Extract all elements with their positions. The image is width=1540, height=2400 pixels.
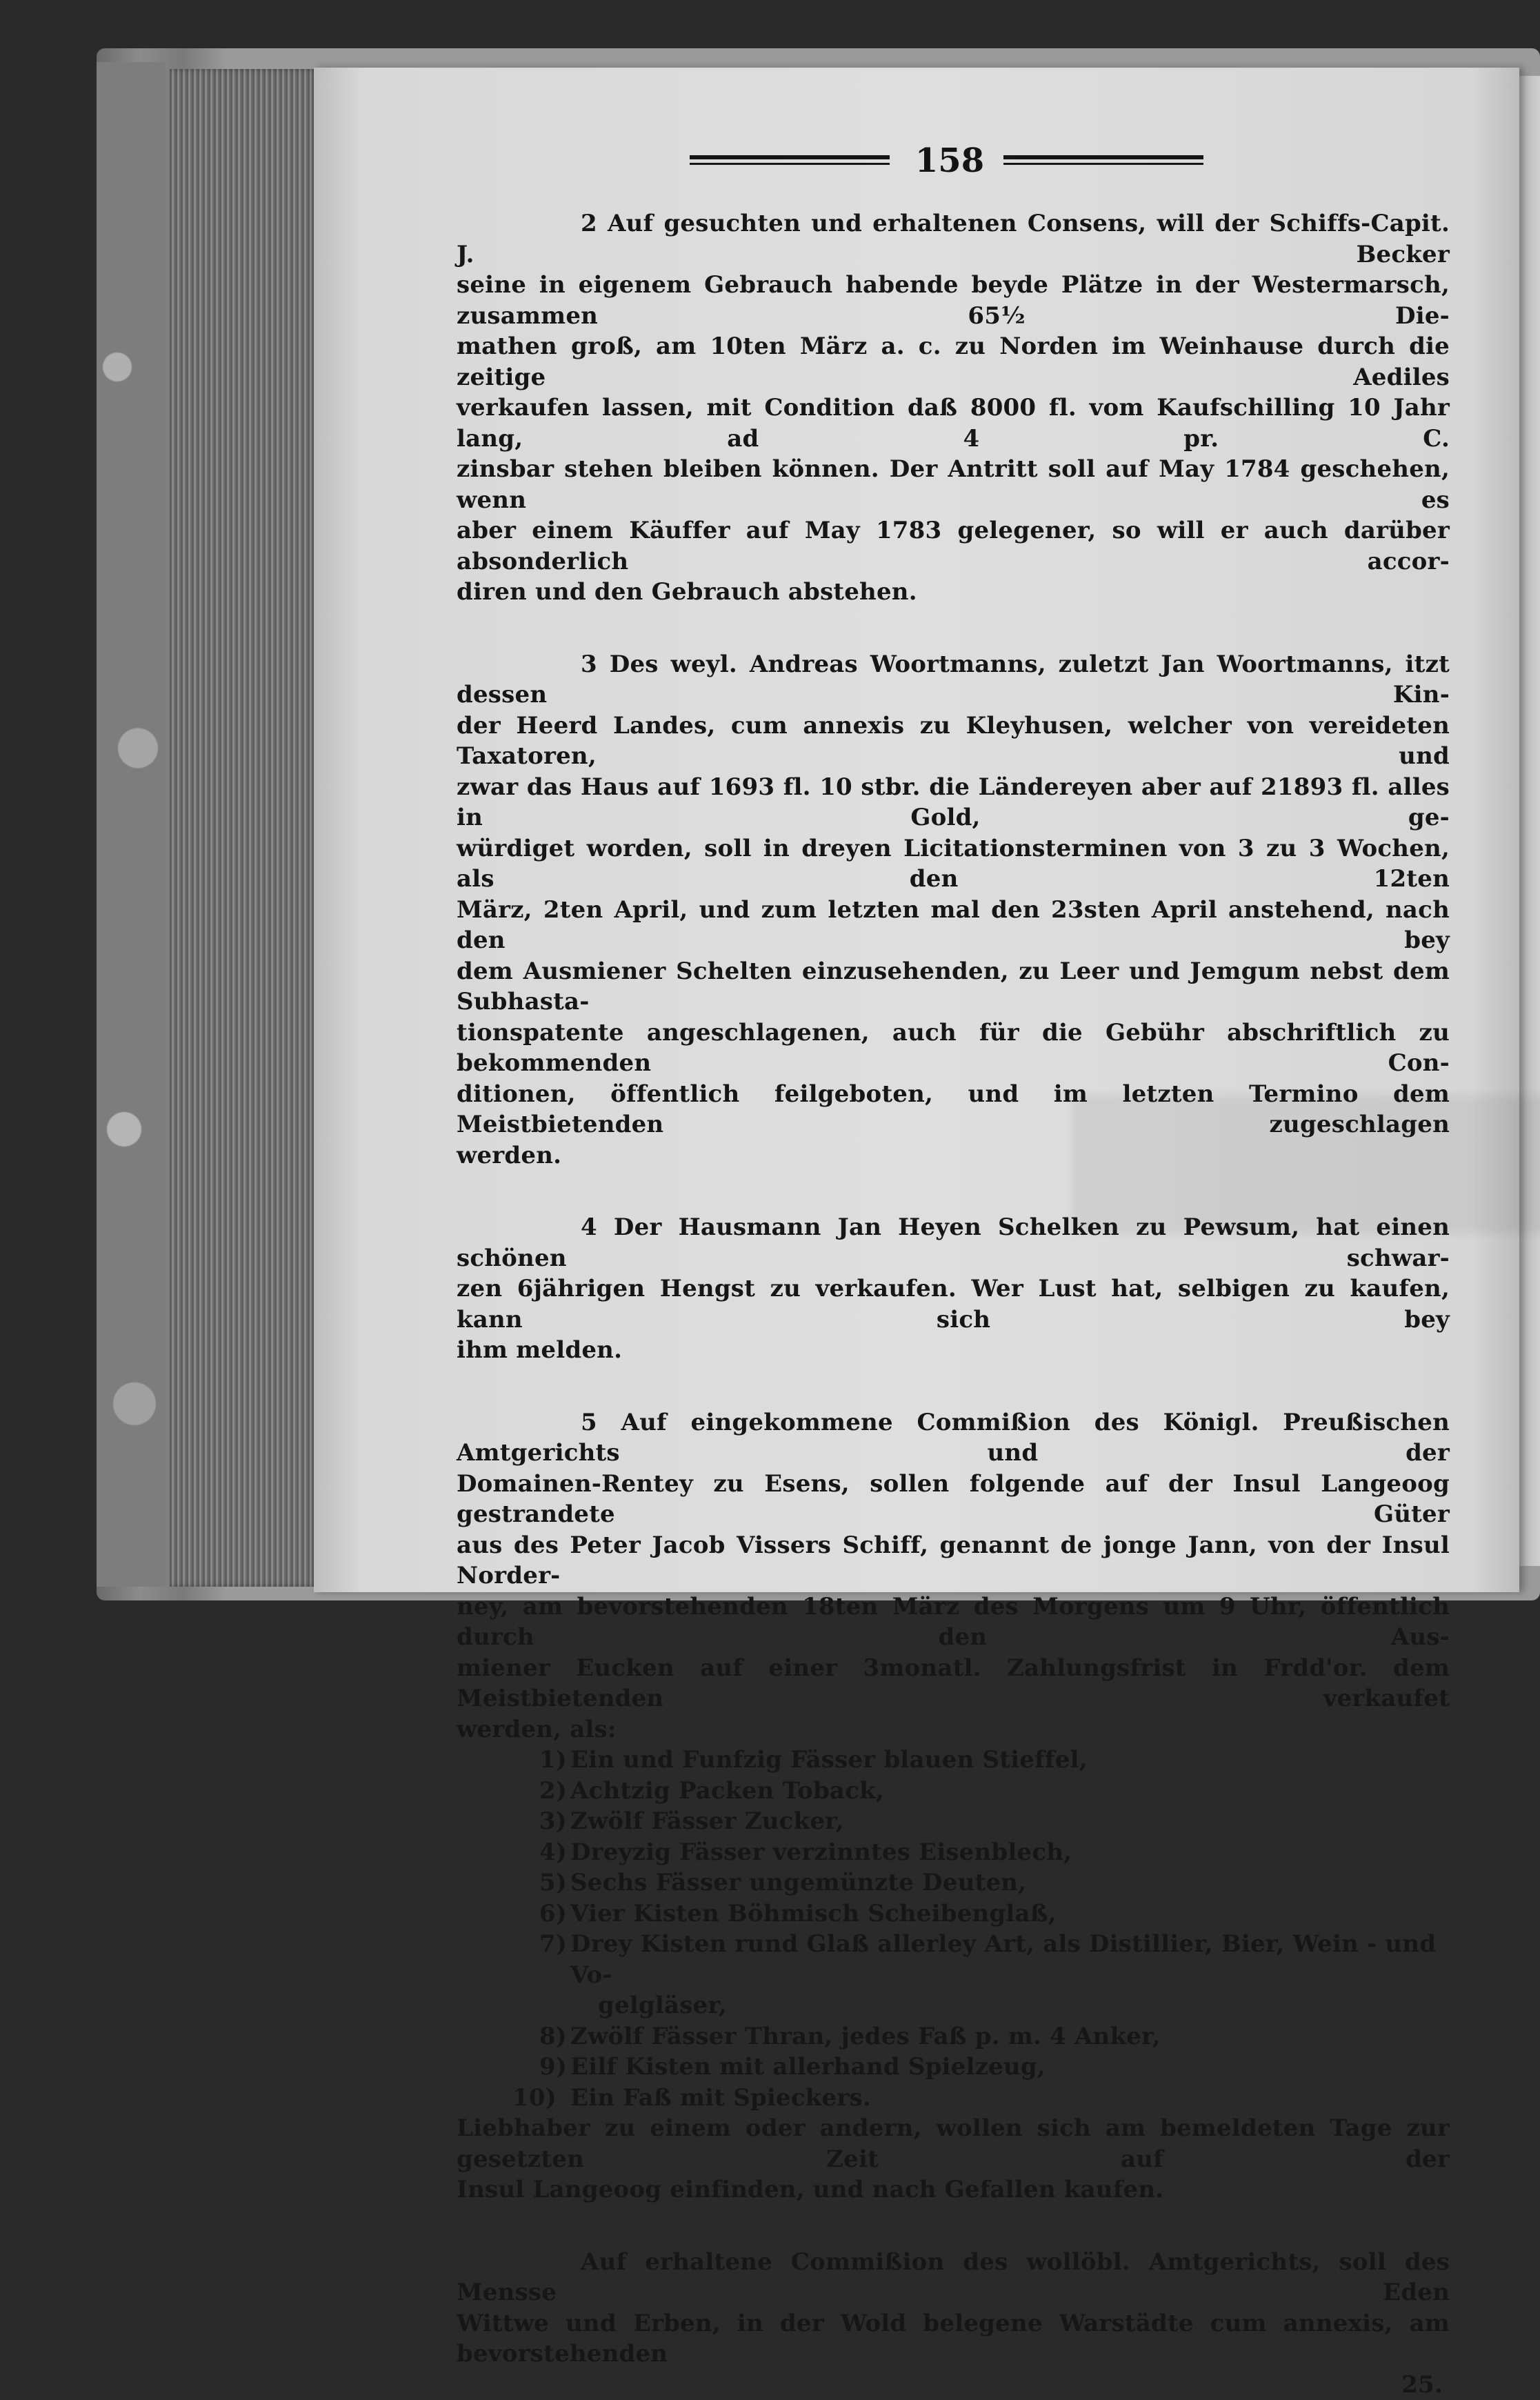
page-text bbox=[457, 208, 1450, 2400]
list-item-text: Vier Kisten Böhmisch Scheibenglaß, bbox=[570, 1900, 1057, 1927]
paragraph-p3 bbox=[457, 649, 1450, 1171]
list-item-number: 7) bbox=[498, 1929, 567, 1960]
list-item bbox=[457, 1837, 1450, 1868]
text-line: miener Eucken auf einer 3monatl. Zahlungsfrist in Frdd'or. dem Meistbietenden verkaufet bbox=[457, 1653, 1450, 1714]
text-line: aber einem Käuffer auf May 1783 gelegener, so will er auch darüber absonderlich accor- bbox=[457, 515, 1450, 577]
list-item-text: Sechs Fässer ungemünzte Deuten, bbox=[570, 1869, 1026, 1896]
last-paragraph bbox=[457, 2247, 1450, 2370]
text-line: Domainen-Rentey zu Esens, sollen folgende auf der Insul Langeoog gestrandete Güter bbox=[457, 1469, 1450, 1530]
text-line: werden. bbox=[457, 1140, 1450, 1171]
text-line: würdiget worden, soll in dreyen Licitationsterminen von 3 zu 3 Wochen, als den 12ten bbox=[457, 833, 1450, 895]
spacer bbox=[457, 2205, 1450, 2247]
list-item bbox=[457, 1806, 1450, 1837]
text-line: diren und den Gebrauch abstehen. bbox=[457, 577, 1450, 608]
text-line: seine in eigenem Gebrauch habende beyde Plätze in der Westermarsch, zusammen 65½ Die- bbox=[457, 270, 1450, 331]
list-item-number: 5) bbox=[498, 1867, 567, 1898]
list-item bbox=[457, 1745, 1450, 1776]
list-item bbox=[457, 1929, 1450, 1990]
text-line: der Heerd Landes, cum annexis zu Kleyhusen, welcher von vereideten Taxatoren, und bbox=[457, 711, 1450, 772]
text-line: Liebhaber zu einem oder andern, wollen sich am bemeldeten Tage zur gesetzten Zeit auf der bbox=[457, 2113, 1450, 2174]
text-line: 2 Auf gesuchten und erhaltenen Consens, will der Schiffs-Capit. J. Becker bbox=[457, 208, 1450, 270]
catchword: 25. bbox=[457, 2370, 1450, 2400]
text-line: mathen groß, am 10ten März a. c. zu Norden im Weinhause durch die zeitige Aediles bbox=[457, 331, 1450, 393]
text-line: zwar das Haus auf 1693 fl. 10 stbr. die Ländereyen aber auf 21893 fl. alles in Gold, ge- bbox=[457, 772, 1450, 833]
paragraph-p5 bbox=[457, 1407, 1450, 1745]
spacer bbox=[457, 608, 1450, 649]
list-item-text: Achtzig Packen Toback, bbox=[570, 1777, 884, 1805]
list-item-continuation: gelgläser, bbox=[457, 1990, 1450, 2021]
header-rule-right bbox=[1003, 155, 1203, 165]
spacer bbox=[457, 1171, 1450, 1212]
list-item-number: 6) bbox=[498, 1898, 567, 1930]
list-item bbox=[457, 1867, 1450, 1898]
paragraphs bbox=[457, 208, 1450, 1745]
list-item-number: 4) bbox=[498, 1837, 567, 1868]
list-item bbox=[457, 1776, 1450, 1807]
list-item-text: Dreyzig Fässer verzinntes Eisenblech, bbox=[570, 1838, 1072, 1866]
page-block-edges bbox=[170, 69, 318, 1587]
list-item-text: Zwölf Fässer Zucker, bbox=[570, 1807, 844, 1835]
text-line: Auf erhaltene Commißion des wollöbl. Amtgerichts, soll des Mensse Eden bbox=[457, 2247, 1450, 2308]
text-line: tionspatente angeschlagenen, auch für die Gebühr abschriftlich zu bekommenden Con- bbox=[457, 1018, 1450, 1079]
list-item bbox=[457, 2052, 1450, 2083]
list-item bbox=[457, 1898, 1450, 1930]
list-item-number: 9) bbox=[498, 2052, 567, 2083]
text-line: 5 Auf eingekommene Commißion des Königl. Preußischen Amtgerichts und der bbox=[457, 1407, 1450, 1469]
list-item-text: Ein Faß mit Spieckers. bbox=[570, 2084, 871, 2112]
page-number: 158 bbox=[912, 141, 988, 180]
header-rule-left bbox=[690, 155, 890, 165]
list-item bbox=[457, 2021, 1450, 2052]
list-item-number: 1) bbox=[498, 1745, 567, 1776]
list-item-number: 8) bbox=[498, 2021, 567, 2052]
text-line: zen 6jährigen Hengst zu verkaufen. Wer Lust hat, selbigen zu kaufen, kann sich bey bbox=[457, 1273, 1450, 1335]
marbled-cover-edge bbox=[97, 62, 166, 1587]
list-item-text: Zwölf Fässer Thran, jedes Faß p. m. 4 Anker, bbox=[570, 2023, 1161, 2050]
spacer bbox=[457, 1366, 1450, 1407]
list-item-text: Drey Kisten rund Glaß allerley Art, als Distillier, Bier, Wein - und Vo- bbox=[570, 1930, 1436, 1989]
list-item bbox=[457, 2083, 1450, 2114]
text-line: Insul Langeoog einfinden, und nach Gefallen kaufen. bbox=[457, 2174, 1450, 2205]
paragraph-p2 bbox=[457, 208, 1450, 608]
text-line: 4 Der Hausmann Jan Heyen Schelken zu Pewsum, hat einen schönen schwar- bbox=[457, 1212, 1450, 1273]
text-line: ditionen, öffentlich feilgeboten, und im letzten Termino dem Meistbietenden zugeschlagen bbox=[457, 1079, 1450, 1140]
text-line: verkaufen lassen, mit Condition daß 8000 fl. vom Kaufschilling 10 Jahr lang, ad 4 pr. C. bbox=[457, 393, 1450, 454]
closing-paragraph bbox=[457, 2113, 1450, 2205]
page-header bbox=[690, 141, 1207, 183]
text-line: aus des Peter Jacob Vissers Schiff, genannt de jonge Jann, von der Insul Norder- bbox=[457, 1530, 1450, 1591]
paragraph-p4 bbox=[457, 1212, 1450, 1366]
text-line: ihm melden. bbox=[457, 1335, 1450, 1366]
text-line: März, 2ten April, und zum letzten mal den 23sten April anstehend, nach den bey bbox=[457, 895, 1450, 956]
text-line: ney, am bevorstehenden 18ten März des Morgens um 9 Uhr, öffentlich durch den Aus- bbox=[457, 1591, 1450, 1653]
list-item-text: Ein und Funfzig Fässer blauen Stieffel, bbox=[570, 1746, 1088, 1774]
list-item-number: 10) bbox=[488, 2083, 557, 2114]
text-line: dem Ausmiener Schelten einzusehenden, zu Leer und Jemgum nebst dem Subhasta- bbox=[457, 956, 1450, 1018]
goods-list bbox=[457, 1745, 1450, 2113]
list-item-number: 2) bbox=[498, 1776, 567, 1807]
list-item-text: Eilf Kisten mit allerhand Spielzeug, bbox=[570, 2053, 1046, 2081]
list-item-number: 3) bbox=[498, 1806, 567, 1837]
text-line: zinsbar stehen bleiben können. Der Antritt soll auf May 1784 geschehen, wenn es bbox=[457, 454, 1450, 515]
text-line: 3 Des weyl. Andreas Woortmanns, zuletzt Jan Woortmanns, itzt dessen Kin- bbox=[457, 649, 1450, 711]
text-line: werden, als: bbox=[457, 1714, 1450, 1745]
text-line: Wittwe und Erben, in der Wold belegene Warstädte cum annexis, am bevorstehenden bbox=[457, 2308, 1450, 2370]
